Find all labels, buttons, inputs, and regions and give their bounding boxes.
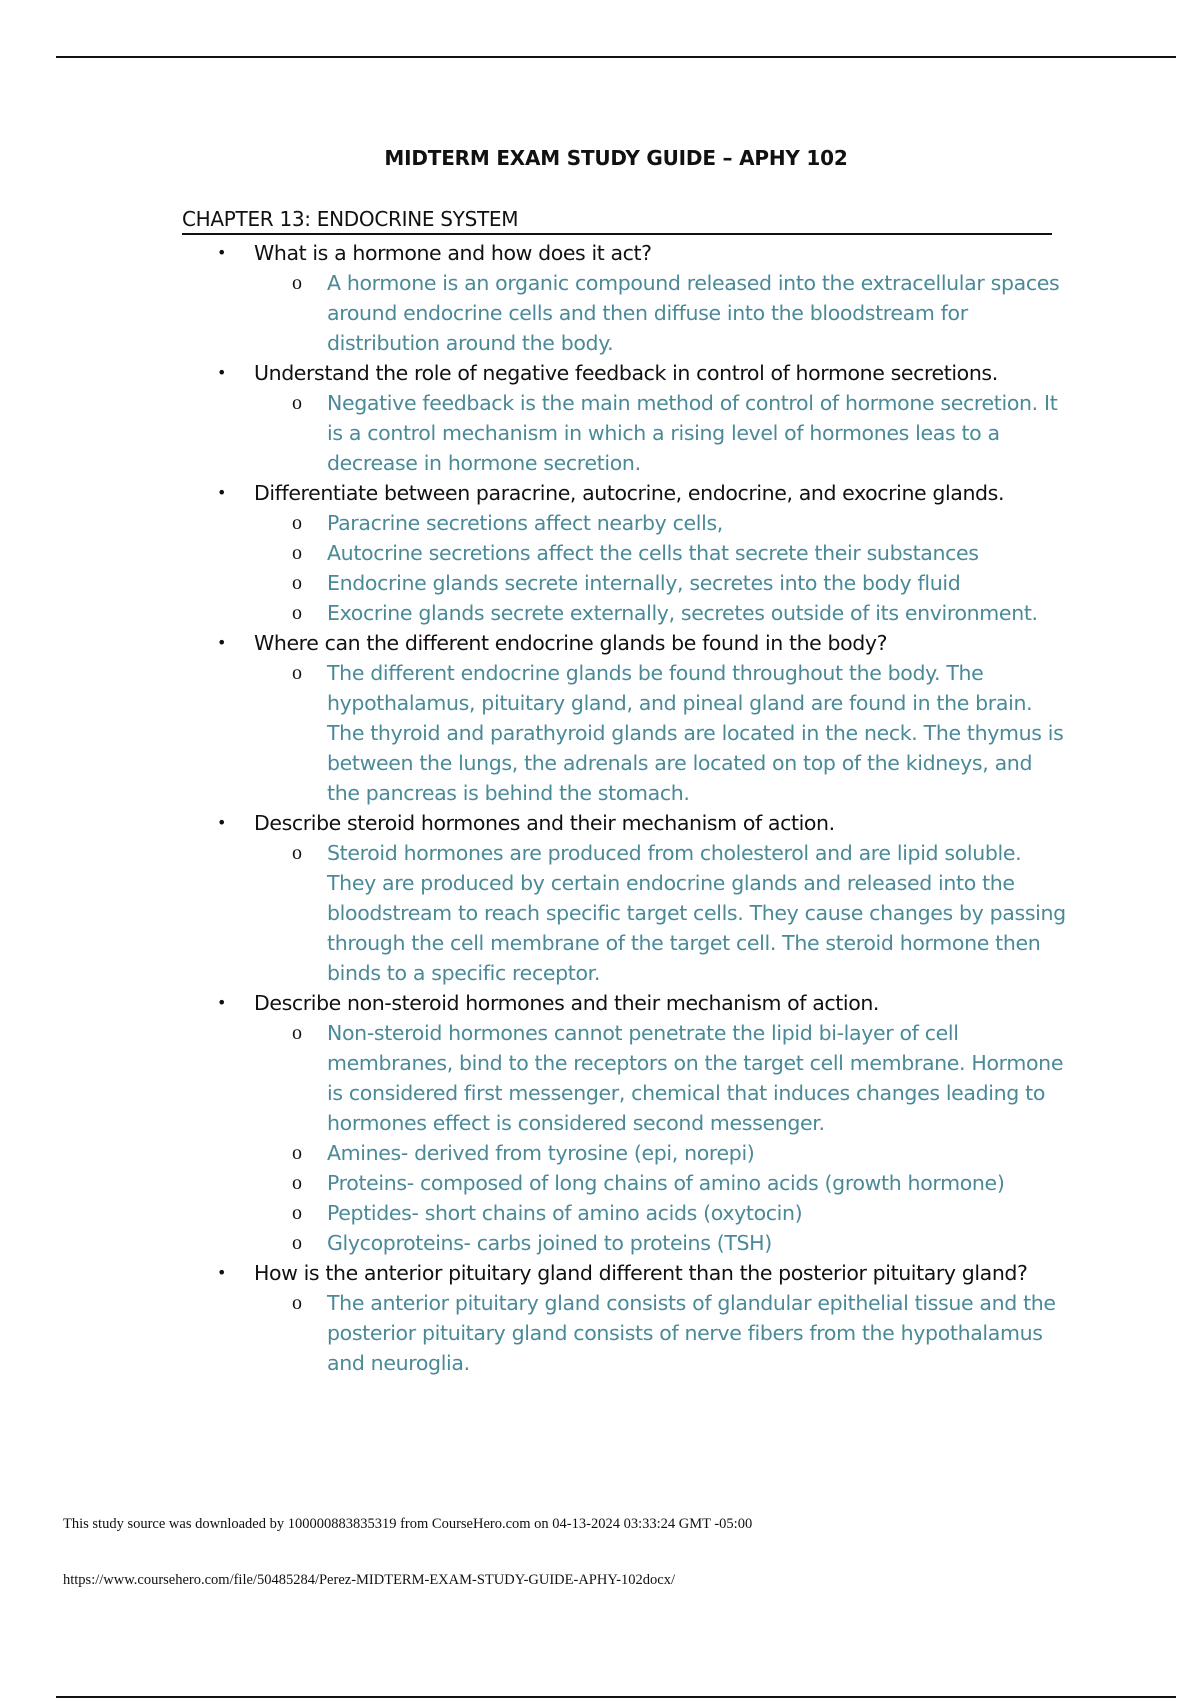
- bullet-icon: •: [217, 993, 227, 1012]
- sub-bullet-icon: o: [292, 542, 302, 564]
- answer-line: around endocrine cells and then diffuse into the bloodstream for: [327, 301, 968, 325]
- question-text: How is the anterior pituitary gland different than the posterior pituitary gland?: [254, 1261, 1028, 1285]
- answer-item: [182, 538, 1062, 568]
- answer-item: [182, 1018, 1062, 1138]
- answer-line: Amines- derived from tyrosine (epi, norepi): [327, 1141, 755, 1165]
- question-text: Describe steroid hormones and their mechanism of action.: [254, 811, 835, 835]
- answer-item: [182, 658, 1062, 808]
- sub-bullet-icon: o: [292, 1292, 302, 1314]
- answer-line: They are produced by certain endocrine glands and released into the: [327, 871, 1015, 895]
- answer-line: hypothalamus, pituitary gland, and pineal gland are found in the brain.: [327, 691, 1033, 715]
- question-text: Understand the role of negative feedback in control of hormone secretions.: [254, 361, 998, 385]
- question-text: Describe non-steroid hormones and their mechanism of action.: [254, 991, 880, 1015]
- answer-line: The anterior pituitary gland consists of glandular epithelial tissue and the: [327, 1291, 1056, 1315]
- question-item: [182, 1258, 1062, 1288]
- answer-item: [182, 1138, 1062, 1168]
- question-item: [182, 478, 1062, 508]
- download-source-notice: This study source was downloaded by 100000883835319 from CourseHero.com on 04-13-2024 03:33:24 GMT -05:00: [63, 1516, 753, 1532]
- sub-bullet-icon: o: [292, 392, 302, 414]
- answer-item: [182, 1228, 1062, 1258]
- answer-line: Peptides- short chains of amino acids (oxytocin): [327, 1201, 803, 1225]
- sub-bullet-icon: o: [292, 1022, 302, 1044]
- bullet-icon: •: [217, 1263, 227, 1282]
- question-text: What is a hormone and how does it act?: [254, 241, 652, 265]
- answer-line: Paracrine secretions affect nearby cells,: [327, 511, 723, 535]
- answer-line: is a control mechanism in which a rising level of hormones leas to a: [327, 421, 1000, 445]
- answer-line: Endocrine glands secrete internally, secretes into the body fluid: [327, 571, 961, 595]
- bullet-icon: •: [217, 633, 227, 652]
- bullet-icon: •: [217, 363, 227, 382]
- answer-line: Proteins- composed of long chains of amino acids (growth hormone): [327, 1171, 1005, 1195]
- sub-bullet-icon: o: [292, 1172, 302, 1194]
- sub-bullet-icon: o: [292, 1232, 302, 1254]
- answer-line: posterior pituitary gland consists of nerve fibers from the hypothalamus: [327, 1321, 1043, 1345]
- answer-line: Non-steroid hormones cannot penetrate the lipid bi-layer of cell: [327, 1021, 959, 1045]
- answer-line: between the lungs, the adrenals are located on top of the kidneys, and: [327, 751, 1033, 775]
- answer-item: [182, 1168, 1062, 1198]
- answer-line: Exocrine glands secrete externally, secretes outside of its environment.: [327, 601, 1038, 625]
- answer-line: Steroid hormones are produced from cholesterol and are lipid soluble.: [327, 841, 1022, 865]
- answer-item: [182, 1198, 1062, 1228]
- top-rule: [56, 56, 1176, 58]
- sub-bullet-icon: o: [292, 662, 302, 684]
- answer-line: A hormone is an organic compound released into the extracellular spaces: [327, 271, 1060, 295]
- bullet-icon: •: [217, 813, 227, 832]
- answer-item: [182, 388, 1062, 478]
- question-item: [182, 358, 1062, 388]
- answer-line: The different endocrine glands be found throughout the body. The: [327, 661, 984, 685]
- answer-line: bloodstream to reach specific target cells. They cause changes by passing: [327, 901, 1066, 925]
- answer-line: the pancreas is behind the stomach.: [327, 781, 690, 805]
- sub-bullet-icon: o: [292, 842, 302, 864]
- sub-bullet-icon: o: [292, 272, 302, 294]
- sub-bullet-icon: o: [292, 512, 302, 534]
- answer-line: is considered first messenger, chemical that induces changes leading to: [327, 1081, 1046, 1105]
- answer-item: [182, 268, 1062, 358]
- answer-line: hormones effect is considered second messenger.: [327, 1111, 825, 1135]
- answer-line: and neuroglia.: [327, 1351, 470, 1375]
- question-text: Where can the different endocrine glands be found in the body?: [254, 631, 888, 655]
- answer-line: Negative feedback is the main method of control of hormone secretion. It: [327, 391, 1058, 415]
- question-item: [182, 238, 1062, 268]
- question-item: [182, 628, 1062, 658]
- answer-line: binds to a specific receptor.: [327, 961, 601, 985]
- study-guide-content: [182, 238, 1066, 1378]
- source-url: https://www.coursehero.com/file/50485284/Perez-MIDTERM-EXAM-STUDY-GUIDE-APHY-102docx/: [63, 1572, 675, 1588]
- answer-line: distribution around the body.: [327, 331, 614, 355]
- answer-line: decrease in hormone secretion.: [327, 451, 641, 475]
- document-title: MIDTERM EXAM STUDY GUIDE – APHY 102: [384, 146, 848, 170]
- answer-line: Glycoproteins- carbs joined to proteins (TSH): [327, 1231, 772, 1255]
- answer-line: membranes, bind to the receptors on the target cell membrane. Hormone: [327, 1051, 1064, 1075]
- sub-bullet-icon: o: [292, 1202, 302, 1224]
- answer-line: through the cell membrane of the target cell. The steroid hormone then: [327, 931, 1041, 955]
- sub-bullet-icon: o: [292, 1142, 302, 1164]
- question-text: Differentiate between paracrine, autocrine, endocrine, and exocrine glands.: [254, 481, 1005, 505]
- answer-item: [182, 508, 1062, 538]
- answer-item: [182, 1288, 1062, 1378]
- sub-bullet-icon: o: [292, 572, 302, 594]
- bullet-icon: •: [217, 243, 227, 262]
- bottom-rule: [56, 1696, 1176, 1698]
- answer-item: [182, 838, 1066, 988]
- question-item: [182, 988, 1062, 1018]
- chapter-heading: CHAPTER 13: ENDOCRINE SYSTEM: [182, 207, 1052, 235]
- bullet-icon: •: [217, 483, 227, 502]
- question-item: [182, 808, 1062, 838]
- answer-line: Autocrine secretions affect the cells that secrete their substances: [327, 541, 979, 565]
- sub-bullet-icon: o: [292, 602, 302, 624]
- answer-item: [182, 598, 1062, 628]
- answer-item: [182, 568, 1062, 598]
- answer-line: The thyroid and parathyroid glands are located in the neck. The thymus is: [327, 721, 1064, 745]
